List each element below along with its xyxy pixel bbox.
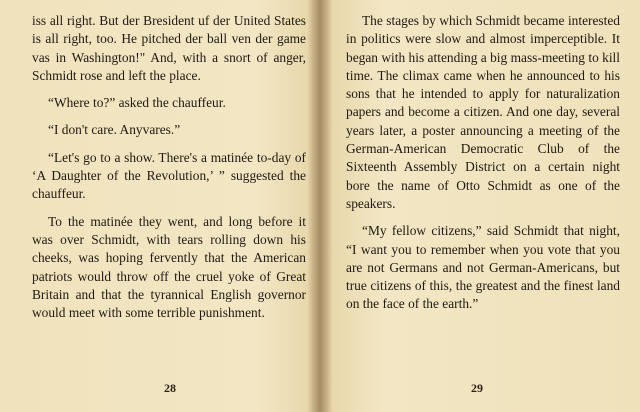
left-page-text [32,12,306,331]
page-number: 28 [164,381,176,395]
paragraph: iss all right. But der Bresident uf der United States is all right, too. He pitched der ball ven der game vas in Washington!" And, with a snort of anger, Schmidt rose and left the place. [32,13,306,83]
page-number: 29 [471,381,483,395]
right-page-text [346,12,620,323]
paragraph: “My fellow citizens,” said Schmidt that night, “I want you to remember when you vote that you are not Germans and not German-Americans, but true citizens of this, the greatest and the finest land on the face of the earth.” [346,223,620,312]
paragraph: The stages by which Schmidt became interested in politics were slow and almost imperceptible. It began with his attending a big mass-meeting to kill time. The climax came when he announced to his sons that he intended to apply for naturalization papers and become a citizen. And one day, several years later, a poster announcing a meeting of the German-American Democratic Club of the Sixteenth Assembly District on a certain night bore the name of Otto Schmidt as one of the speakers. [346,13,620,211]
paragraph: “Where to?” asked the chauffeur. [48,95,226,111]
right-page [322,0,640,412]
paragraph: To the matinée they went, and long before it was over Schmidt, with tears rolling down his cheeks, was hoping fervently that the American patriots would throw off the cruel yoke of Great Britain and that the tyrannical English governor would meet with some terrible punishment. [32,213,306,321]
paragraph: “I don't care. Anyvares.” [48,122,181,138]
paragraph: “Let's go to a show. There's a matinée to-day of ‘A Daughter of the Revolution,’ ” suggested the chauffeur. [32,149,306,202]
